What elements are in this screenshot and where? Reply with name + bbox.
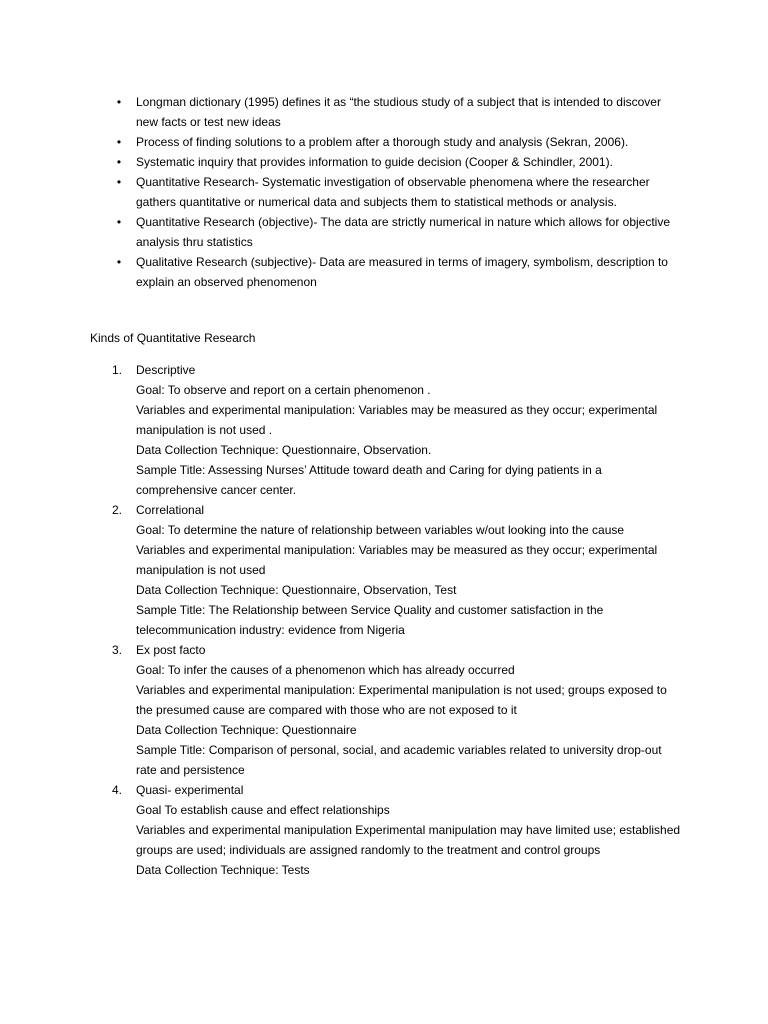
list-item-text: Quantitative Research- Systematic investigation of observable phenomena where the researcher gathers quantitative or numerical data and subjects them to statistical methods or analysis.: [136, 175, 650, 209]
kind-goal: Goal: To observe and report on a certain phenomenon .: [136, 383, 431, 397]
kind-variables: Variables and experimental manipulation Experimental manipulation may have limited use; established groups are used; individuals are assigned randomly to the treatment and control groups: [136, 823, 681, 857]
kind-variables: Variables and experimental manipulation: Variables may be measured as they occur; experimental manipulation is not used: [136, 543, 658, 577]
kind-name: Descriptive: [136, 363, 196, 377]
kind-technique: Data Collection Technique: Tests: [136, 863, 310, 877]
definition-list: [116, 92, 684, 292]
list-item-text: Longman dictionary (1995) defines it as “the studious study of a subject that is intended to discover new facts or test new ideas: [136, 95, 661, 129]
list-item-text: Quantitative Research (objective)- The data are strictly numerical in nature which allows for objective analysis thru statistics: [136, 215, 671, 249]
kind-sample-title: Sample Title: Comparison of personal, social, and academic variables related to university drop-out rate and persistence: [136, 743, 662, 777]
list-item-text: Qualitative Research (subjective)- Data are measured in terms of imagery, symbolism, description to explain an observed phenomenon: [136, 255, 668, 289]
kind-item: [112, 360, 684, 500]
list-item-text: Systematic inquiry that provides information to guide decision (Cooper & Schindler, 2001).: [136, 155, 613, 169]
kind-goal: Goal: To determine the nature of relationship between variables w/out looking into the cause: [136, 523, 625, 537]
kind-sample-title: Sample Title: The Relationship between Service Quality and customer satisfaction in the telecommunication industry: evidence from Nigeria: [136, 603, 604, 637]
kind-variables: Variables and experimental manipulation: Variables may be measured as they occur; experimental manipulation is not used .: [136, 403, 658, 437]
item-number: 3.: [112, 643, 123, 657]
list-item: [116, 212, 684, 252]
kind-goal: Goal To establish cause and effect relationships: [136, 803, 390, 817]
bullet-icon: •: [116, 255, 122, 269]
kind-name: Correlational: [136, 503, 205, 517]
section-heading: Kinds of Quantitative Research: [90, 331, 256, 345]
list-item: [116, 252, 684, 292]
kind-variables: Variables and experimental manipulation: Experimental manipulation is not used; groups exposed to the presumed cause are compared with those who are not exposed to it: [136, 683, 667, 717]
kinds-list: [112, 360, 684, 880]
kind-technique: Data Collection Technique: Questionnaire, Observation.: [136, 443, 432, 457]
kind-sample-title: Sample Title: Assessing Nurses’ Attitude toward death and Caring for dying patients in a comprehensive cancer center.: [136, 463, 602, 497]
kind-technique: Data Collection Technique: Questionnaire: [136, 723, 357, 737]
item-number: 1.: [112, 363, 123, 377]
item-number: 4.: [112, 783, 123, 797]
list-item: [116, 132, 684, 152]
list-item-text: Process of finding solutions to a problem after a thorough study and analysis (Sekran, 2006).: [136, 135, 629, 149]
bullet-icon: •: [116, 175, 122, 189]
kind-technique: Data Collection Technique: Questionnaire, Observation, Test: [136, 583, 457, 597]
kind-goal: Goal: To infer the causes of a phenomenon which has already occurred: [136, 663, 515, 677]
kind-name: Ex post facto: [136, 643, 206, 657]
kind-item: [112, 780, 684, 880]
kind-item: [112, 500, 684, 640]
item-number: 2.: [112, 503, 123, 517]
list-item: [116, 92, 684, 132]
bullet-icon: •: [116, 135, 122, 149]
list-item: [116, 172, 684, 212]
kind-item: [112, 640, 684, 780]
bullet-icon: •: [116, 155, 122, 169]
bullet-icon: •: [116, 215, 122, 229]
kind-name: Quasi- experimental: [136, 783, 244, 797]
bullet-icon: •: [116, 95, 122, 109]
list-item: [116, 152, 684, 172]
